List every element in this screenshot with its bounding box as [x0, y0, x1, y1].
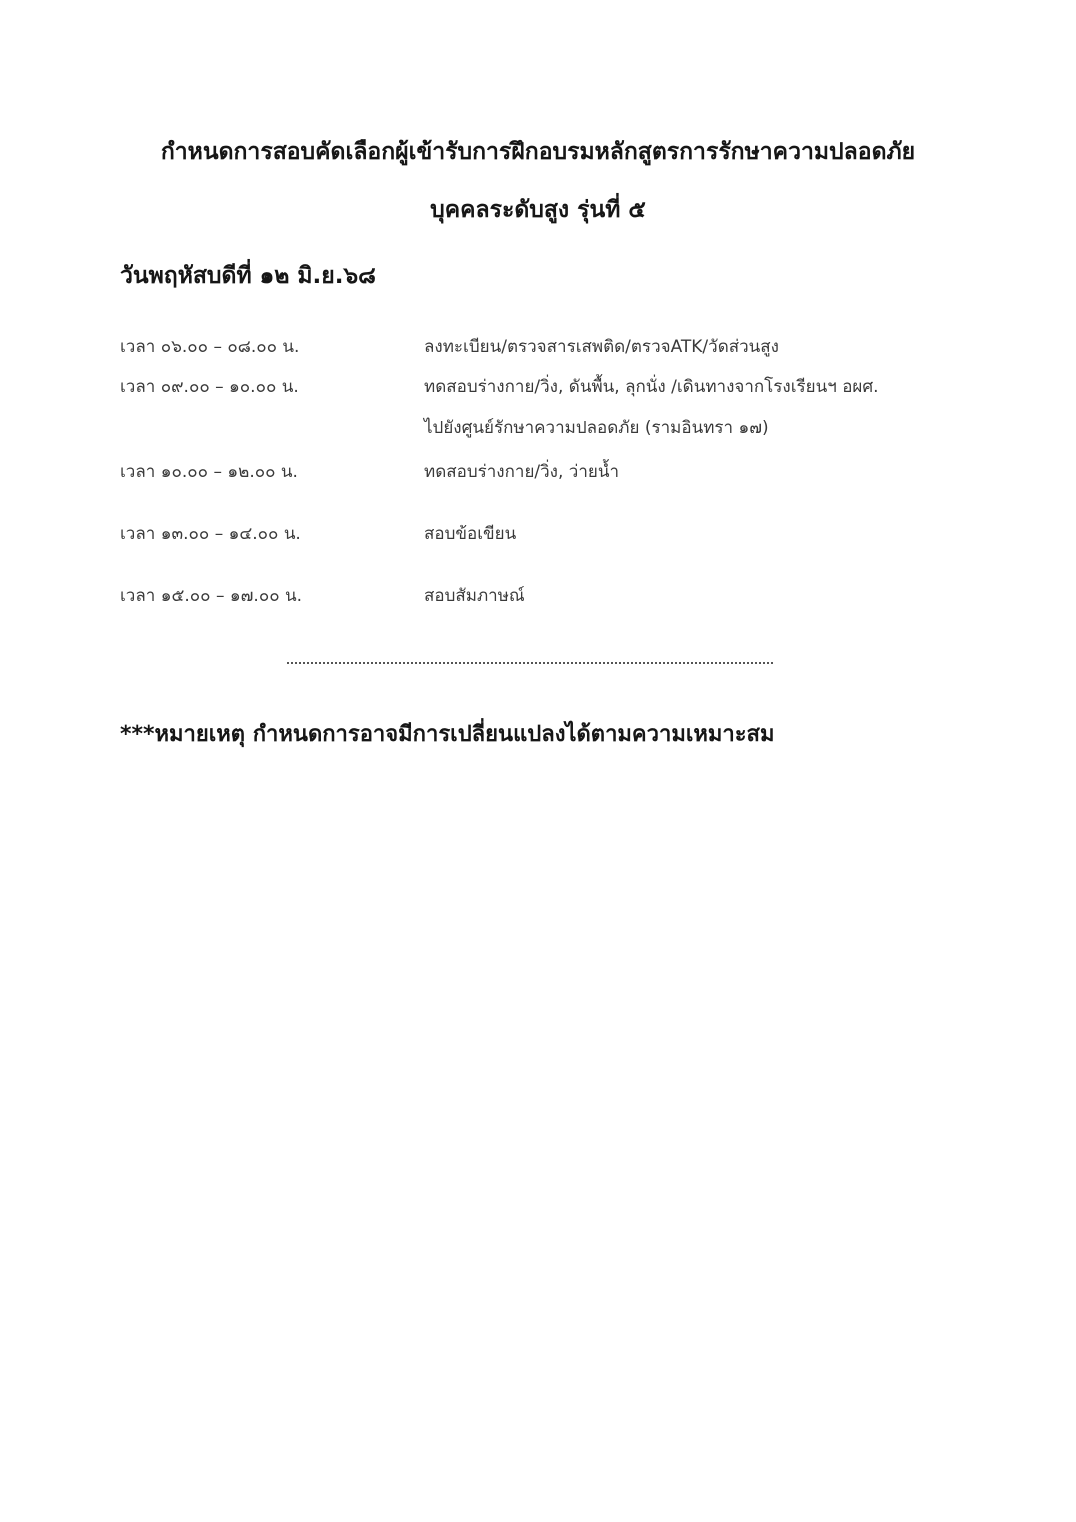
schedule-activity: ลงทะเบียน/ตรวจสารเสพติด/ตรวจATK/วัดส่วนสูง — [424, 337, 779, 357]
schedule-time: เวลา ๑๓.๐๐ – ๑๔.๐๐ น. — [120, 524, 301, 544]
schedule-time: เวลา ๑๕.๐๐ – ๑๗.๐๐ น. — [120, 586, 303, 606]
schedule-activity-block — [424, 373, 879, 441]
schedule-row — [0, 458, 1076, 488]
document-title-line-2: บุคคลระดับสูง รุ่นที่ ๕ — [430, 197, 646, 223]
schedule-activity: ทดสอบร่างกาย/วิ่ง, ว่ายน้ำ — [424, 462, 620, 482]
dotted-divider — [287, 662, 773, 664]
schedule-activity: ทดสอบร่างกาย/วิ่ง, ดันพื้น, ลุกนั่ง /เดินทางจากโรงเรียนฯ อผศ. — [424, 377, 879, 397]
schedule-time: เวลา ๐๙.๐๐ – ๑๐.๐๐ น. — [120, 377, 299, 397]
document-title-line-1: กำหนดการสอบคัดเลือกผู้เข้ารับการฝึกอบรมหลักสูตรการรักษาความปลอดภัย — [160, 139, 916, 165]
schedule-row — [0, 333, 1076, 363]
schedule-time: เวลา ๐๖.๐๐ – ๐๘.๐๐ น. — [120, 337, 300, 357]
remark-note: ***หมายเหตุ กำหนดการอาจมีการเปลี่ยนแปลงได้ตามความเหมาะสม — [120, 722, 775, 747]
schedule-time: เวลา ๑๐.๐๐ – ๑๒.๐๐ น. — [120, 462, 298, 482]
schedule-activity: สอบสัมภาษณ์ — [424, 586, 525, 606]
schedule-row — [0, 520, 1076, 550]
date-heading: วันพฤหัสบดีที่ ๑๒ มิ.ย.๖๘ — [120, 263, 376, 289]
schedule-activity: สอบข้อเขียน — [424, 524, 517, 544]
schedule-row — [0, 582, 1076, 612]
schedule-row — [0, 373, 1076, 438]
schedule-activity-continuation: ไปยังศูนย์รักษาความปลอดภัย (รามอินทรา ๑๗) — [424, 418, 769, 438]
